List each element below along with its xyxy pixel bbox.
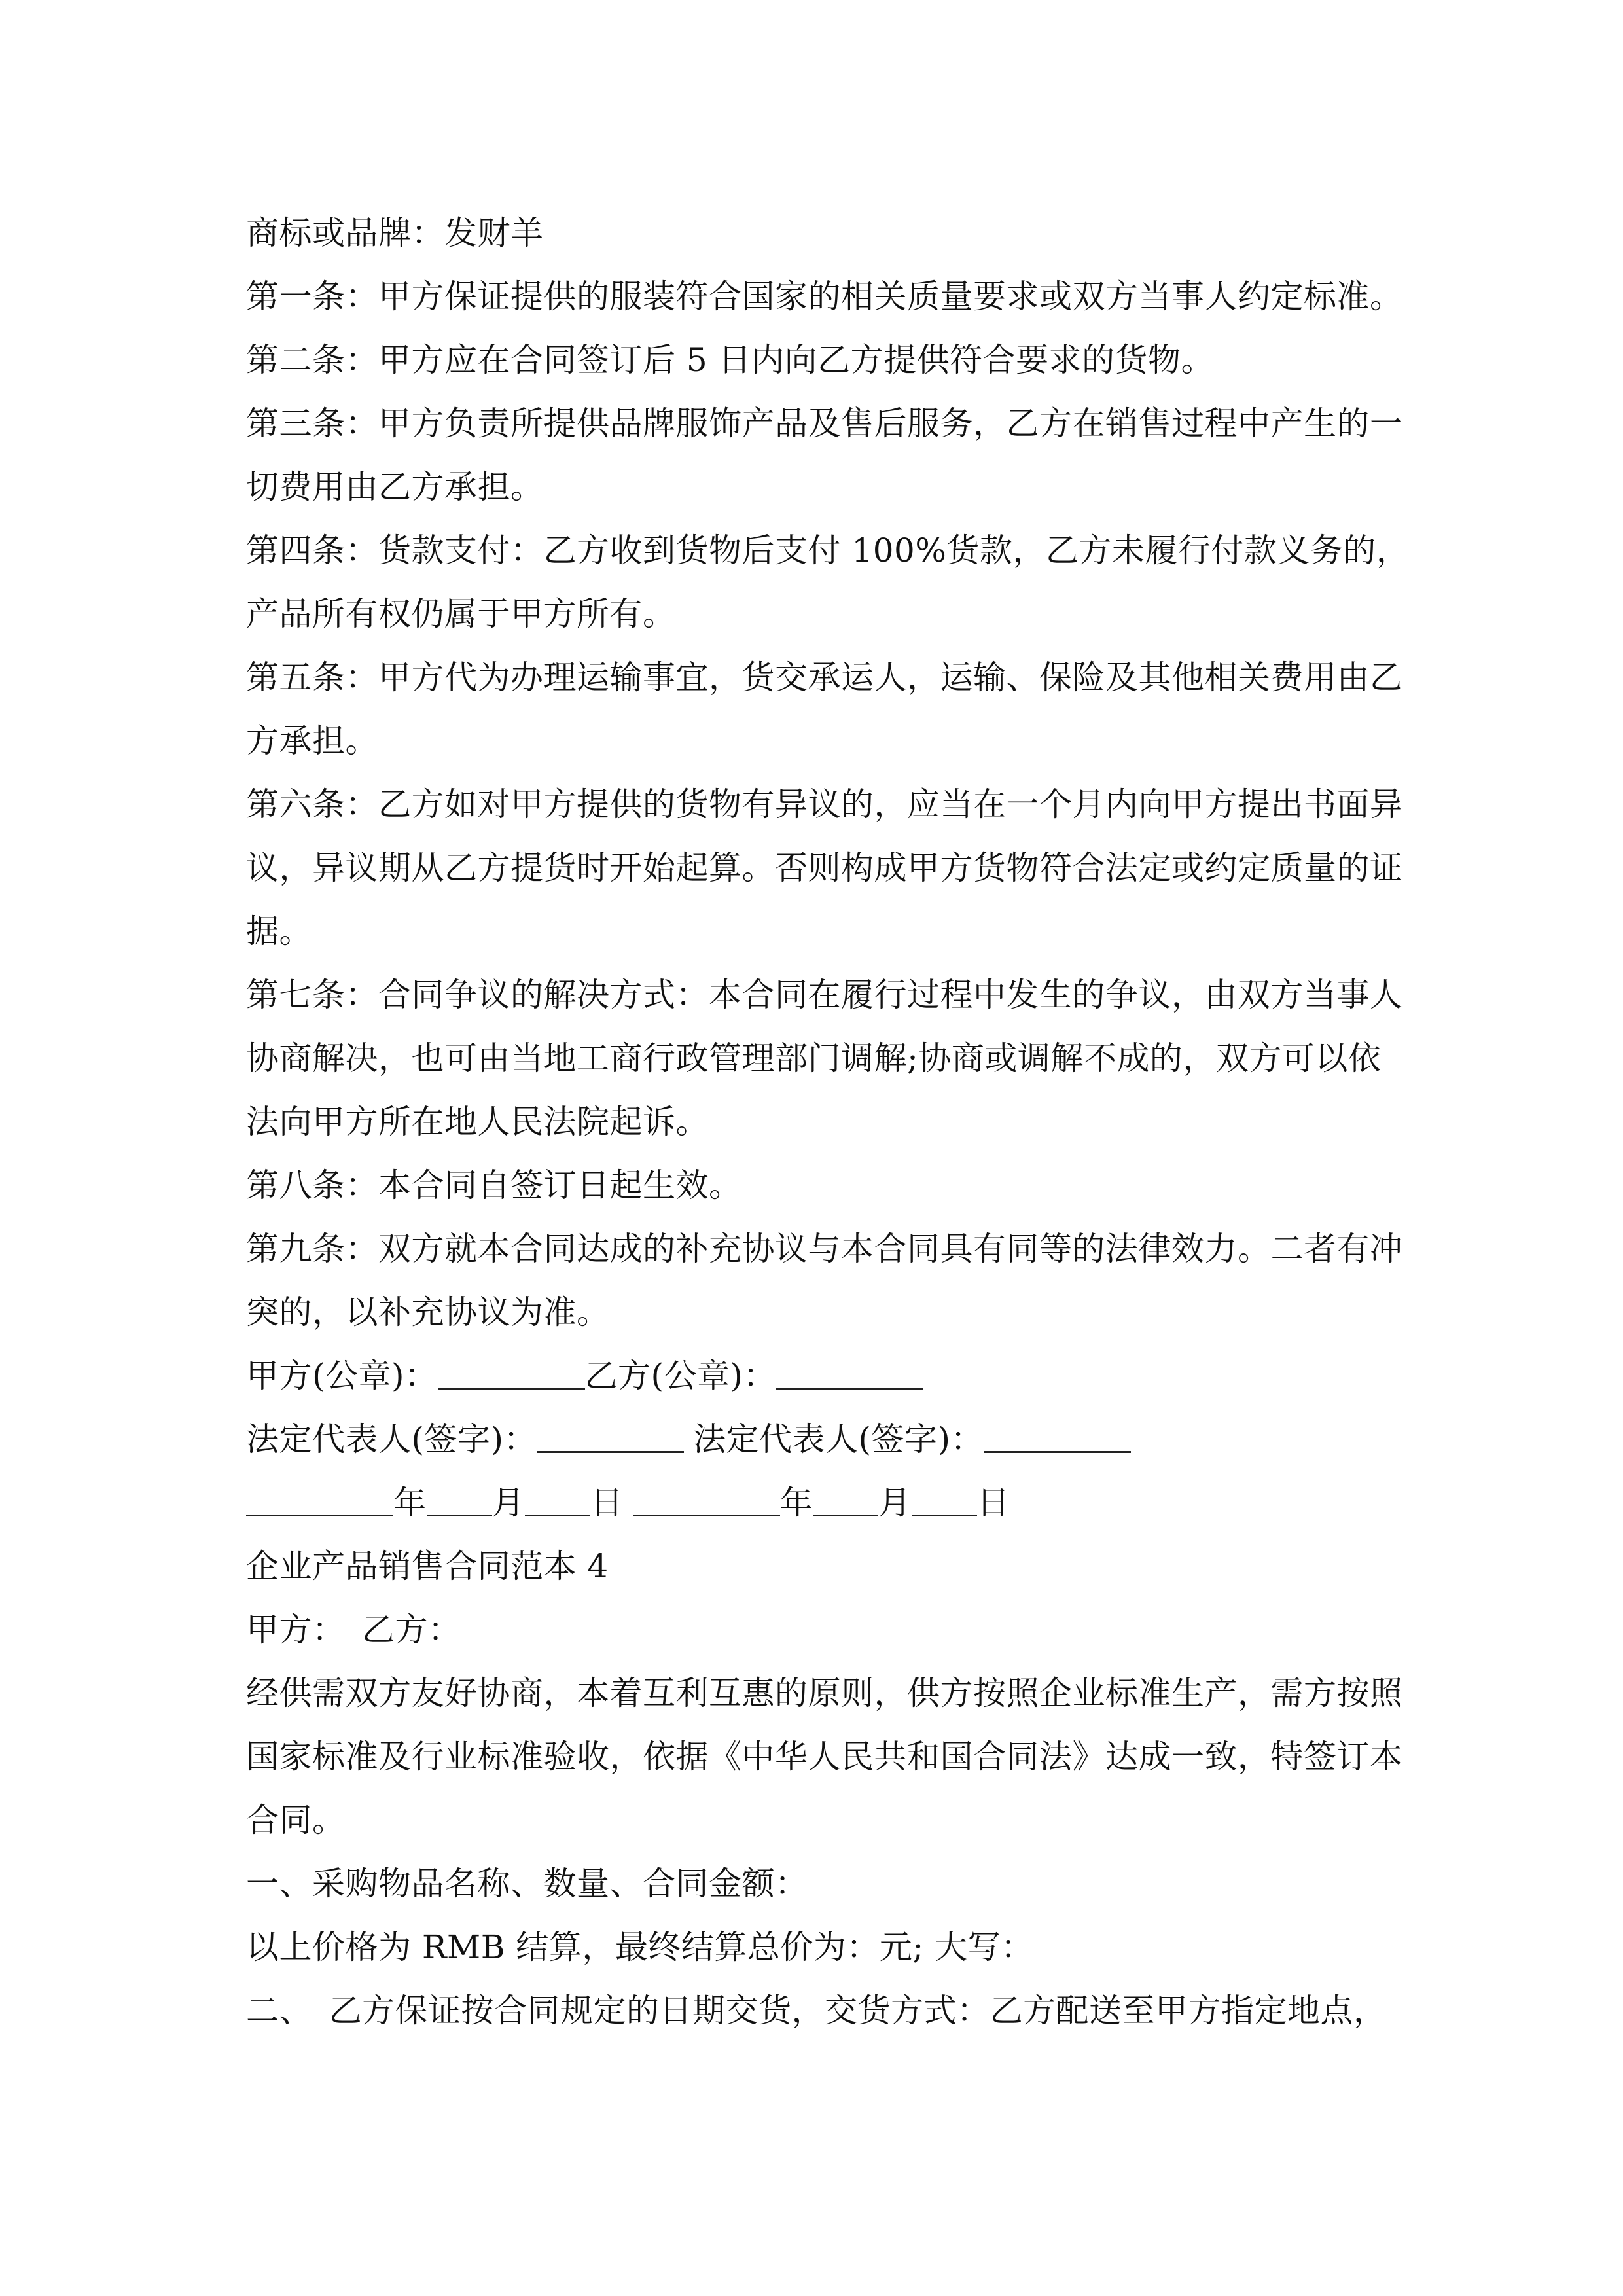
text-line: 议，异议期从乙方提货时开始起算。否则构成甲方货物符合法定或约定质量的证 <box>246 849 1403 887</box>
party-b-seal-blank <box>776 1354 923 1390</box>
text-line: 经供需双方友好协商，本着互利互惠的原则，供方按照企业标准生产，需方按照 <box>246 1674 1403 1712</box>
month-label-a: 月 <box>491 1484 525 1522</box>
day-blank-b <box>912 1480 977 1516</box>
parties-line: 甲方： 乙方： <box>246 1611 461 1649</box>
text-line: 突的，以补充协议为准。 <box>246 1293 610 1331</box>
document-body <box>246 202 1410 2043</box>
party-a-rep-label: 法定代表人(签字)： <box>246 1420 537 1458</box>
month-blank-a <box>427 1480 492 1516</box>
day-label-a: 日 <box>590 1484 624 1522</box>
day-blank-a <box>525 1480 590 1516</box>
section-title: 企业产品销售合同范本 4 <box>246 1547 609 1585</box>
text-line: 第八条：本合同自签订日起生效。 <box>246 1166 742 1204</box>
date-line <box>246 1471 1398 1535</box>
text-line: 第四条：货款支付：乙方收到货物后支付 100%货款，乙方未履行付款义务的， <box>246 531 1410 569</box>
text-line: 第五条：甲方代为办理运输事宜，货交承运人，运输、保险及其他相关费用由乙 <box>246 658 1403 696</box>
party-a-seal-label: 甲方(公章)： <box>246 1357 438 1395</box>
text-line: 合同。 <box>246 1801 346 1839</box>
text-line: 第九条：双方就本合同达成的补充协议与本合同具有同等的法律效力。二者有冲 <box>246 1230 1403 1268</box>
party-b-rep-blank <box>984 1417 1131 1453</box>
year-label-b: 年 <box>779 1484 813 1522</box>
year-blank-b <box>633 1480 780 1516</box>
party-b-rep-label: 法定代表人(签字)： <box>693 1420 984 1458</box>
year-blank-a <box>246 1480 393 1516</box>
month-label-b: 月 <box>878 1484 912 1522</box>
text-line: 产品所有权仍属于甲方所有。 <box>246 595 676 633</box>
text-line: 第六条：乙方如对甲方提供的货物有异议的，应当在一个月内向甲方提出书面异 <box>246 785 1403 823</box>
text-line: 据。 <box>246 912 312 950</box>
text-line: 第二条：甲方应在合同签订后 5 日内向乙方提供符合要求的货物。 <box>246 341 1215 379</box>
year-label-a: 年 <box>393 1484 427 1522</box>
representative-line <box>246 1408 1398 1471</box>
party-a-rep-blank <box>537 1417 684 1453</box>
text-line: 切费用由乙方承担。 <box>246 468 544 506</box>
text-line: 二、 乙方保证按合同规定的日期交货，交货方式：乙方配送至甲方指定地点， <box>246 1992 1387 2030</box>
text-line: 方承担。 <box>246 722 378 760</box>
text-line: 商标或品牌：发财羊 <box>246 214 544 252</box>
party-a-seal-blank <box>438 1354 585 1390</box>
text-line: 协商解决，也可由当地工商行政管理部门调解;协商或调解不成的，双方可以依 <box>246 1039 1382 1077</box>
text-line: 第一条：甲方保证提供的服装符合国家的相关质量要求或双方当事人约定标准。 <box>246 278 1403 315</box>
month-blank-b <box>813 1480 878 1516</box>
text-line: 第七条：合同争议的解决方式：本合同在履行过程中发生的争议，由双方当事人 <box>246 976 1403 1014</box>
day-label-b: 日 <box>976 1484 1010 1522</box>
text-line: 一、采购物品名称、数量、合同金额： <box>246 1865 808 1903</box>
party-b-seal-label: 乙方(公章)： <box>584 1357 777 1395</box>
seal-line <box>246 1344 1398 1408</box>
text-line: 以上价格为 RMB 结算，最终结算总价为：元; 大写： <box>246 1928 1034 1966</box>
text-line: 法向甲方所在地人民法院起诉。 <box>246 1103 709 1141</box>
text-line: 国家标准及行业标准验收，依据《中华人民共和国合同法》达成一致，特签订本 <box>246 1738 1403 1776</box>
text-line: 第三条：甲方负责所提供品牌服饰产品及售后服务，乙方在销售过程中产生的一 <box>246 404 1403 442</box>
